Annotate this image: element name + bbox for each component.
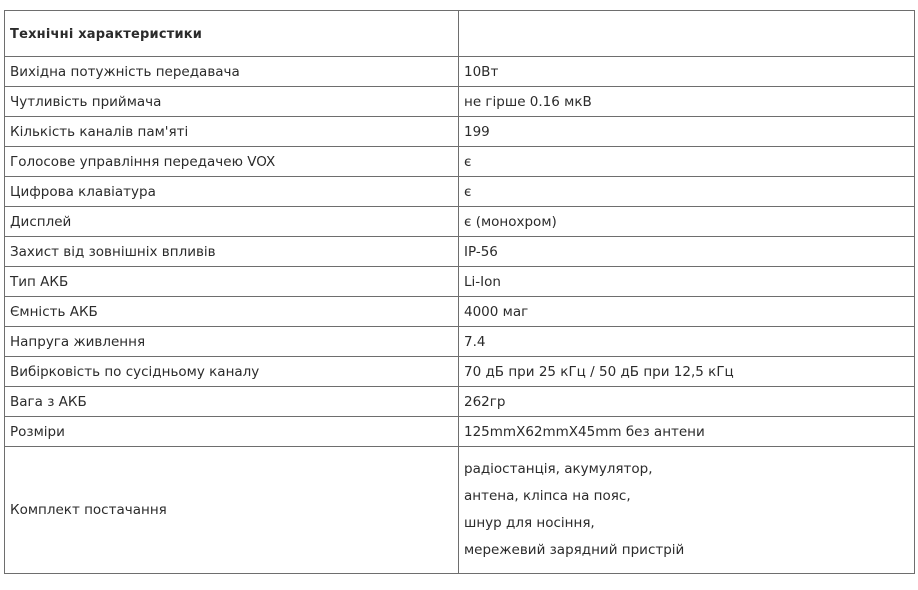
table-row xyxy=(5,417,915,447)
spec-value: 125mmX62mmX45mm без антени xyxy=(459,417,915,447)
spec-label: Кількість каналів пам'яті xyxy=(5,117,459,147)
spec-value: є xyxy=(459,177,915,207)
table-row xyxy=(5,207,915,237)
specifications-table xyxy=(4,10,915,574)
table-row xyxy=(5,267,915,297)
spec-value: 4000 маг xyxy=(459,297,915,327)
table-header-row xyxy=(5,11,915,57)
table-header-label xyxy=(5,11,459,57)
spec-value: IP-56 xyxy=(459,237,915,267)
package-line: мережевий зарядний пристрій xyxy=(464,542,685,558)
spec-value: 199 xyxy=(459,117,915,147)
spec-value: 10Вт xyxy=(459,57,915,87)
package-contents-row xyxy=(5,447,915,574)
package-line: шнур для носіння, xyxy=(464,515,595,531)
table-row xyxy=(5,237,915,267)
table-row xyxy=(5,297,915,327)
table-row xyxy=(5,147,915,177)
spec-label: Напруга живлення xyxy=(5,327,459,357)
table-row xyxy=(5,117,915,147)
spec-label: Вага з АКБ xyxy=(5,387,459,417)
spec-value: не гірше 0.16 мкВ xyxy=(459,87,915,117)
table-row xyxy=(5,387,915,417)
spec-value: 70 дБ при 25 кГц / 50 дБ при 12,5 кГц xyxy=(459,357,915,387)
table-header-value xyxy=(459,11,915,57)
spec-label: Чутливість приймача xyxy=(5,87,459,117)
package-line: радіостанція, акумулятор, xyxy=(464,461,653,477)
spec-value: є xyxy=(459,147,915,177)
package-contents xyxy=(459,447,915,574)
spec-label: Голосове управління передачею VOX xyxy=(5,147,459,177)
spec-label: Дисплей xyxy=(5,207,459,237)
package-line: антена, кліпса на пояс, xyxy=(464,488,631,504)
header-label-text: Технічні характеристики xyxy=(10,26,203,42)
table-row xyxy=(5,87,915,117)
table-row xyxy=(5,357,915,387)
spec-value: Li-Ion xyxy=(459,267,915,297)
spec-label: Вибірковість по сусідньому каналу xyxy=(5,357,459,387)
spec-value: є (монохром) xyxy=(459,207,915,237)
table-row xyxy=(5,57,915,87)
package-label: Комплект постачання xyxy=(5,447,459,574)
spec-label: Розміри xyxy=(5,417,459,447)
spec-value: 7.4 xyxy=(459,327,915,357)
spec-label: Ємність АКБ xyxy=(5,297,459,327)
spec-value: 262гр xyxy=(459,387,915,417)
table-row xyxy=(5,327,915,357)
spec-label: Цифрова клавіатура xyxy=(5,177,459,207)
table-row xyxy=(5,177,915,207)
spec-label: Тип АКБ xyxy=(5,267,459,297)
spec-label: Вихідна потужність передавача xyxy=(5,57,459,87)
spec-label: Захист від зовнішніх впливів xyxy=(5,237,459,267)
